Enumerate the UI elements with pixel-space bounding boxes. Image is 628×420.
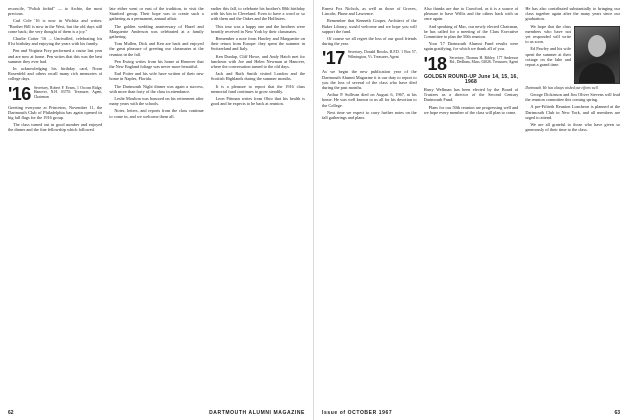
paragraph: Remember a note from Hawley and Marguerite on their return from Europe: they spent the summer in Switzerland and Italy. <box>210 36 305 52</box>
portrait-shoulders <box>579 63 615 83</box>
paragraph: In acknowledging his birthday card, Norm Rosenfeld and others recall many rich memories of college days. <box>8 66 103 82</box>
page-number: 62 <box>8 410 14 416</box>
paragraph: As we begin the new publication year of the Dartmouth Alumni Magazine it is our duty to report to you the loss of several of the class who have died during the past months. <box>322 69 417 91</box>
paragraph: Leon Pittman writes from Ohio that his health is good and he expects to be back at reunion. <box>210 96 305 107</box>
paragraph: It is a pleasure to report that the 1916 class memorial fund continues to grow steadily. <box>210 83 305 94</box>
right-page-footer <box>322 410 620 416</box>
paragraph: Notes, letters, and reports from the class continue to come in, and we welcome them all. <box>109 108 204 119</box>
paragraph: Greeting everyone at Princeton, November 11, the Dartmouth Club of Philadelphia has again opened its big fall flags for the 1916 group. <box>8 104 103 121</box>
paragraph: Next time we expect to carry further notes on the fall gatherings and plans. <box>322 109 417 121</box>
paragraph: The class turned out in good number and enjoyed the dinner and the fine fellowship which followed. <box>8 122 103 133</box>
class-officers: Secretary, Robert F. Evans, 1 Occom Ridge, Hanover, N.H. 03755. Treasurer, Agent, Chairman <box>33 85 103 99</box>
paragraph: Ken Dunlap, Cliff Howe, and Andy Hatch met for luncheon with Joe and Helen Newman at Hanover, where the conversation turned to the old days. <box>210 53 305 70</box>
paragraph: Leslie Moulton was honored on his retirement after many years with the schools. <box>109 96 204 107</box>
class-18-heading <box>424 55 519 73</box>
paragraph: Charlie Cotter '16 ... Unrivalled, celebrating his 81st birthday and enjoying the years with his family. <box>8 36 103 47</box>
class-numeral: '18 <box>423 53 447 74</box>
paragraph: And speaking of Mac, our newly elected Chairman, he has called for a meeting of the Class Executive Committee to plan the 50th reunion. <box>423 23 519 40</box>
paragraph: Jack and Ruth Smith visited London and the Scottish Highlands during the summer months. <box>210 71 305 82</box>
paragraph: Of course we all regret the loss of our good friends during the year. <box>322 36 417 47</box>
paragraph: Ed Pawley and his wife spent the summer at their cottage on the lake and report a grand time. <box>525 46 572 68</box>
paragraph: Pen and Virginia Frey performed a cruise last year and are now at home. Pen writes that this was the best summer they ever had. <box>8 48 103 64</box>
class-numeral: '17 <box>322 48 345 69</box>
portrait-photo <box>574 26 620 84</box>
paragraph: Carl Cole '16 is now in Wichita and writes: "Brother Bill is now in the West, but the old days still come back; the very thought of them is a joy." <box>8 18 103 34</box>
paragraph: Harry Wellman has been elected by the Board of Trustees as a director of the Second Century Dartmouth Fund. <box>423 87 519 103</box>
paragraph: Arthur P. Sullivan died on August 6, 1967, at his home. He was well known to us all for his devotion to the College. <box>322 92 417 108</box>
masthead: DARTMOUTH ALUMNI MAGAZINE <box>209 410 305 416</box>
paragraph: George Dickinson and Jim Oliver Stevens will lead the reunion committee this coming spring. <box>525 92 621 103</box>
photo-caption: Dartmouth. He has always wished our efforts well. <box>525 85 599 90</box>
left-column-1 <box>8 6 102 402</box>
paragraph: Your '17 Dartmouth Alumni Fund results were again gratifying, for which we thank all of you. <box>423 41 519 52</box>
paragraph: earlier this fall, to celebrate his brother's 80th birthday with his kin in Cleveland. Even to have a word or so with them and the Oakes and the Hollisters. <box>210 6 305 22</box>
class-16-heading <box>8 85 102 103</box>
page-number: 63 <box>614 410 620 416</box>
right-column-2 <box>424 6 519 402</box>
paragraph: A pre-Fiftieth Reunion Luncheon is planned at the Dartmouth Club in New York, and all members are urged to attend. <box>525 104 621 120</box>
portrait-face <box>588 35 606 57</box>
left-column-2 <box>109 6 203 402</box>
paragraph: reconcile, "Polish forbid" — to Archie, the most precious. <box>8 6 103 17</box>
paragraph: Earl Potter and his wife have written of their new home in Naples, Florida. <box>109 71 204 82</box>
class-numeral: '16 <box>8 83 31 104</box>
right-column-3 <box>525 6 620 402</box>
masthead: Issue of OCTOBER 1967 <box>322 410 393 416</box>
paragraph: Pen Ewing writes from his home at Hanover that the New England foliage was never more beautiful. <box>109 58 204 70</box>
paragraph: Also thanks are due to Crawford, as it is a source of pleasure to have Willis and the others back with us once again. <box>423 6 519 22</box>
right-page <box>314 0 628 420</box>
reunion-headline: GOLDEN ROUND-UP June 14, 15, 16, 1968 <box>423 73 519 85</box>
paragraph: Ernest Fox Nichols, as well as those of Groves, Lincoln, Phase and Lawrence. <box>322 6 417 17</box>
left-column-3 <box>211 6 305 402</box>
paragraph: The golden wedding anniversary of Hazel and Marguerite Anderson was celebrated at a family gathering. <box>109 23 204 40</box>
paragraph: late either went or east of the tradition, to visit the Stanford group. Their hope was to create such a gathering as a permanent, annual affair. <box>109 6 204 22</box>
paragraph: We are all grateful to those who have given so generously of their time to the class. <box>525 122 621 133</box>
class-officers: Secretary, Thomas H. Ribley, 177 Anderson Rd., Dedham, Mass. 02026. Treasurer, Agent <box>449 55 519 65</box>
paragraph: We hope that the class members who have not yet responded will write to us soon. <box>525 23 572 45</box>
paragraph: Plans for our 50th reunion are progressing well and we hope every member of the class will plan to come. <box>423 104 519 115</box>
paragraph: He has also contributed substantially to bringing our class together again after the many years since our graduation. <box>525 6 621 22</box>
left-page-footer <box>8 410 305 416</box>
paragraph: The Dartmouth Night dinner was again a success, with more than forty of the class in attendance. <box>109 83 204 94</box>
class-17-heading <box>322 49 417 67</box>
right-column-1 <box>322 6 417 402</box>
paragraph: This tour was a happy one and the brothers were heartily received in New York by their classmates. <box>210 23 305 34</box>
paragraph: Tom Mullen, Dick and Ken are back and enjoyed the great pleasure of greeting our classmates at the reunion in the fall. <box>109 41 204 57</box>
class-officers: Secretary, Donald Brooks, R.F.D. 1 Box 57, Wilmington, Vt. Treasurer, Agent <box>347 50 417 60</box>
paragraph: Remember that Kenneth Cooper, Architect of the Baker Library, would welcome and we hope you will support the fund. <box>322 18 417 34</box>
